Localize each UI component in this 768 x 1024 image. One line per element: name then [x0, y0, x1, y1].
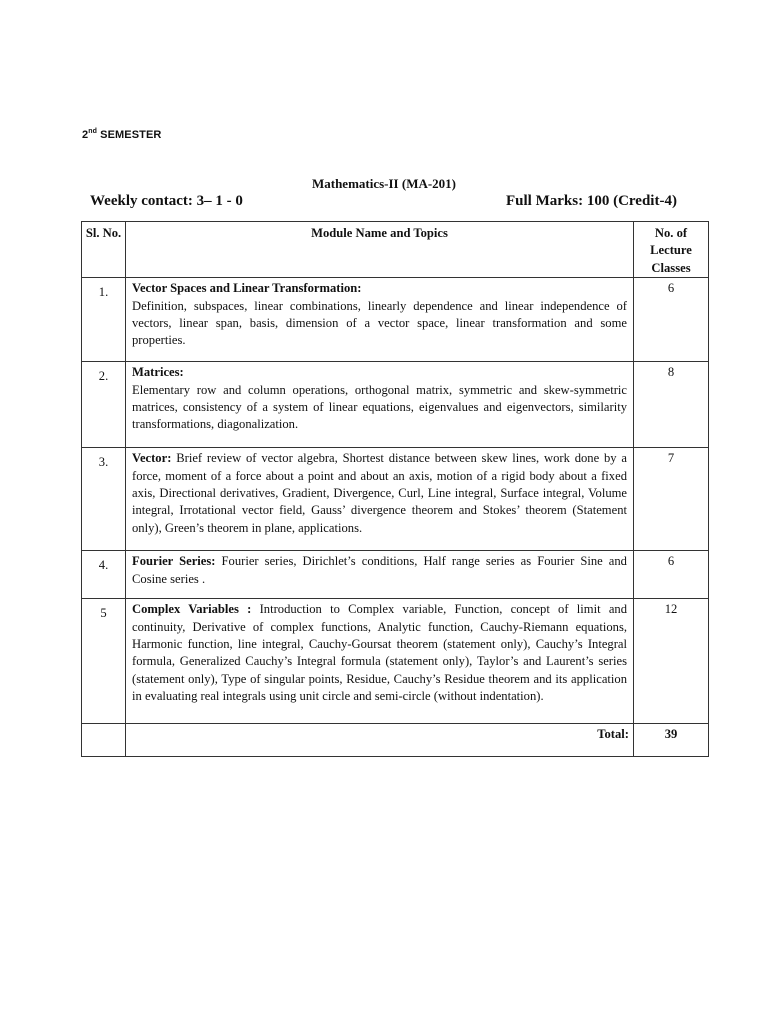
table-row	[82, 362, 709, 448]
semester-ordinal: 2	[82, 129, 89, 141]
module-title: Vector Spaces and Linear Transformation:	[132, 281, 362, 296]
row-sl: 2.	[82, 362, 126, 448]
total-label: Total:	[126, 724, 634, 757]
weekly-contact: Weekly contact: 3– 1 - 0	[90, 193, 243, 209]
header-lectures: No. of Lecture Classes	[634, 222, 709, 278]
course-title: Mathematics-II (MA-201)	[311, 176, 457, 191]
row-sl: 4.	[82, 551, 126, 599]
full-marks: Full Marks: 100 (Credit-4)	[506, 193, 677, 209]
table-row	[82, 551, 709, 599]
semester-heading	[82, 128, 161, 141]
table-row	[82, 599, 709, 724]
module-title: Matrices:	[132, 365, 184, 380]
row-lectures: 6	[634, 551, 709, 599]
row-lectures: 6	[634, 278, 709, 362]
row-topics	[126, 278, 634, 362]
row-lectures: 12	[634, 599, 709, 724]
row-topics	[126, 551, 634, 599]
row-topics	[126, 599, 634, 724]
module-text: Definition, subspaces, linear combinations, linearly dependence and linear independence of vectors, linear span, basis, dimension of a vector space, linear transformation and some properties.	[132, 298, 627, 348]
table-row	[82, 448, 709, 551]
row-topics	[126, 448, 634, 551]
total-value: 39	[634, 724, 709, 757]
module-title: Complex Variables :	[132, 602, 252, 617]
module-title: Vector:	[132, 451, 172, 466]
total-empty-cell	[82, 724, 126, 757]
table-row	[82, 278, 709, 362]
syllabus-table	[81, 221, 709, 757]
row-sl: 5	[82, 599, 126, 724]
row-sl: 3.	[82, 448, 126, 551]
module-title: Fourier Series:	[132, 554, 216, 569]
module-text: Fourier series, Dirichlet’s conditions, Half range series as Fourier Sine and Cosine series .	[132, 554, 627, 586]
header-sl-no: Sl. No.	[82, 222, 126, 278]
semester-label: SEMESTER	[100, 129, 162, 141]
row-topics	[126, 362, 634, 448]
module-text: Elementary row and column operations, orthogonal matrix, symmetric and skew-symmetric matrices, consistency of a system of linear equations, eigenvalues and eigenvectors, similarity transformations, diagonalization.	[132, 382, 627, 432]
row-lectures: 7	[634, 448, 709, 551]
header-module: Module Name and Topics	[126, 222, 634, 278]
row-sl: 1.	[82, 278, 126, 362]
module-text: Brief review of vector algebra, Shortest distance between skew lines, work done by a force, moment of a force about a point and about an axis, motion of a rigid body about a fixed axis, Directional derivatives, Gradient, Divergence, Curl, Line integral, Surface integral, Volume integral, Irrotational vector field, Gauss’ divergence theorem and Stokes’ theorem (Statement only), Green’s theorem in plane, applications.	[132, 451, 628, 535]
row-lectures: 8	[634, 362, 709, 448]
module-text: Introduction to Complex variable, Function, concept of limit and continuity, Derivative of complex functions, Analytic function, Cauchy-Riemann equations, Harmonic function, line integral, Cauchy-Goursat theorem (statement only), Cauchy’s Integral formula, Generalized Cauchy’s Integral formula (statement only), Taylor’s and Laurent’s series (statement only), Type of singular points, Residue, Cauchy’s Residue theorem and its application in evaluating real integrals using unit circle and semi-circle (without indentation).	[132, 602, 628, 704]
semester-suffix: nd	[88, 128, 97, 135]
table-total-row	[82, 724, 709, 757]
table-header-row	[82, 222, 709, 278]
